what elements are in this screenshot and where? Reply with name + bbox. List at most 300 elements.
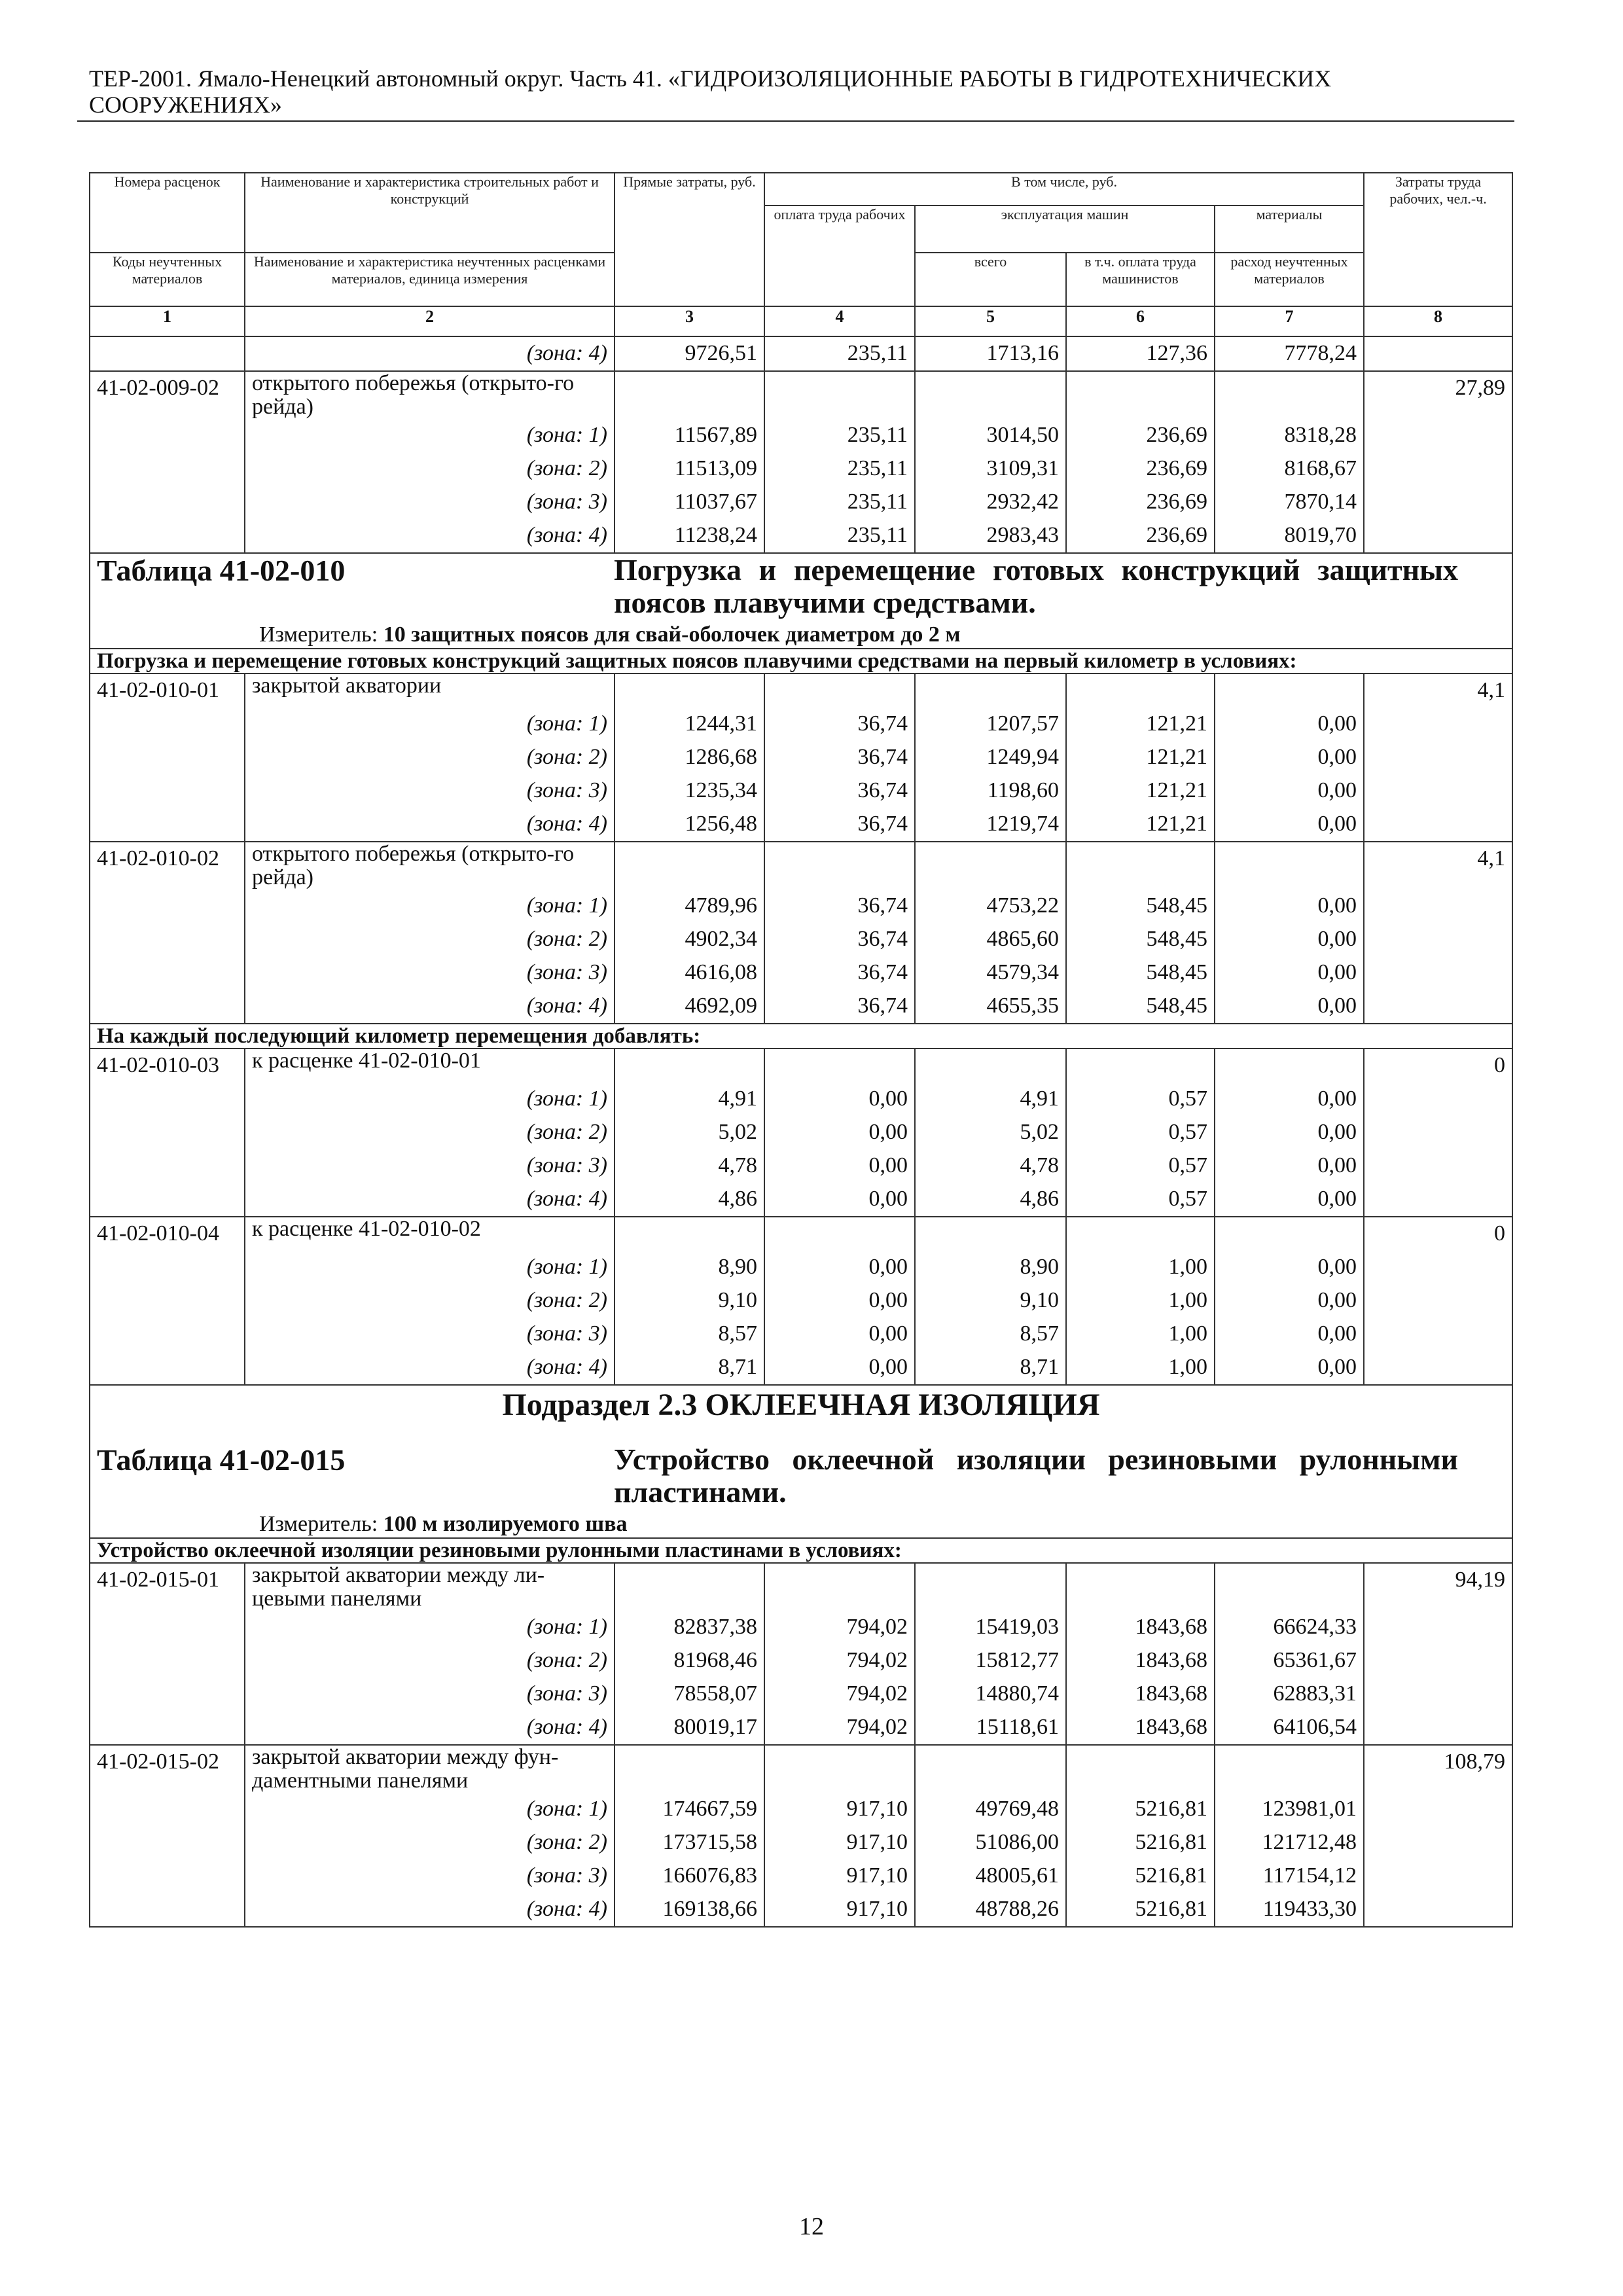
labor-cell [1364,741,1512,774]
machinist-pay-cell: 548,45 [1066,889,1215,923]
empty-cell [1066,673,1215,708]
zone-label-cell: (зона: 4) [245,1351,615,1385]
machines-total-cell: 1713,16 [915,336,1066,371]
zone-label-cell: (зона: 2) [245,1826,615,1859]
condition-text: На каждый последующий километр перемещения добавлять: [90,1024,1512,1049]
worker-pay-cell: 917,10 [764,1793,915,1826]
machinist-pay-cell: 0,57 [1066,1183,1215,1217]
empty-cell [615,1563,764,1611]
labor-cell [1364,1284,1512,1318]
direct-costs-cell: 9,10 [615,1284,764,1318]
table-015-heading [90,1385,1512,1538]
page-number: 12 [799,2213,824,2240]
machines-total-cell: 8,71 [915,1351,1066,1385]
empty-cell [764,842,915,889]
direct-costs-cell: 1286,68 [615,741,764,774]
machinist-pay-cell: 121,21 [1066,741,1215,774]
empty-cell [915,1563,1066,1611]
zone-label-cell: (зона: 2) [245,741,615,774]
machinist-pay-cell: 5216,81 [1066,1793,1215,1826]
rate-code-cell [90,486,245,519]
empty-cell [615,842,764,889]
page-header: ТЕР-2001. Ямало-Ненецкий автономный округ. Часть 41. «ГИДРОИЗОЛЯЦИОННЫЕ РАБОТЫ В ГИДРОТЕХНИЧЕСКИХ СООРУЖЕНИЯХ» [89,65,1332,118]
condition-text: Погрузка и перемещение готовых конструкций защитных поясов плавучими средствами на первый километр в условиях: [90,649,1512,673]
materials-cell: 121712,48 [1215,1826,1364,1859]
zone-label-cell: (зона: 1) [245,1793,615,1826]
header-work-name: Наименование и характеристика строительных работ и конструкций [245,173,615,253]
work-name-cell: к расценке 41-02-010-01 [245,1049,615,1083]
materials-cell: 62883,31 [1215,1677,1364,1711]
materials-cell: 0,00 [1215,889,1364,923]
worker-pay-cell: 0,00 [764,1149,915,1183]
header-rule [77,120,1514,122]
header-material-codes: Коды неучтенных материалов [90,253,245,306]
direct-costs-cell: 8,71 [615,1351,764,1385]
machinist-pay-cell: 548,45 [1066,923,1215,956]
materials-cell: 123981,01 [1215,1793,1364,1826]
direct-costs-cell: 81968,46 [615,1644,764,1677]
materials-cell: 0,00 [1215,1083,1364,1116]
zone-label-cell: (зона: 2) [245,452,615,486]
empty-cell [915,1049,1066,1083]
zone-label-cell: (зона: 2) [245,1644,615,1677]
column-number: 3 [615,306,764,336]
work-name-cell: открытого побережья (открыто-го рейда) [245,842,615,889]
labor-cell: 108,79 [1364,1745,1512,1793]
zone-label-cell: (зона: 4) [245,1893,615,1927]
worker-pay-cell: 917,10 [764,1893,915,1927]
column-number: 1 [90,306,245,336]
table-row [90,1793,1512,1826]
materials-cell: 0,00 [1215,1284,1364,1318]
table-row [90,1611,1512,1644]
empty-cell [1215,1563,1364,1611]
empty-cell [915,371,1066,419]
unit-value: 10 защитных поясов для свай-оболочек диаметром до 2 м [383,622,961,647]
rate-code-cell [90,1116,245,1149]
labor-cell: 4,1 [1364,842,1512,889]
table-row [90,1745,1512,1793]
header-material-usage: расход неучтенных материалов [1215,253,1364,306]
zone-label-cell: (зона: 4) [245,808,615,842]
machines-total-cell: 4,91 [915,1083,1066,1116]
machinist-pay-cell: 236,69 [1066,452,1215,486]
table-row [90,990,1512,1024]
machinist-pay-cell: 5216,81 [1066,1859,1215,1893]
worker-pay-cell: 0,00 [764,1183,915,1217]
rate-code-cell [90,519,245,553]
machinist-pay-cell: 0,57 [1066,1149,1215,1183]
machinist-pay-cell: 1,00 [1066,1284,1215,1318]
column-number: 7 [1215,306,1364,336]
rate-code-cell [90,1893,245,1927]
machines-total-cell: 1249,94 [915,741,1066,774]
direct-costs-cell: 11037,67 [615,486,764,519]
machinist-pay-cell: 121,21 [1066,708,1215,741]
machines-total-cell: 3109,31 [915,452,1066,486]
table-row [90,1893,1512,1927]
zone-label-cell: (зона: 4) [245,990,615,1024]
worker-pay-cell: 36,74 [764,741,915,774]
rate-code-cell [90,889,245,923]
worker-pay-cell: 235,11 [764,419,915,452]
labor-cell [1364,1677,1512,1711]
labor-cell [1364,774,1512,808]
labor-cell [1364,452,1512,486]
empty-cell [764,1049,915,1083]
direct-costs-cell: 8,90 [615,1251,764,1284]
empty-cell [1215,1217,1364,1251]
labor-cell [1364,336,1512,371]
labor-cell [1364,1116,1512,1149]
direct-costs-cell: 78558,07 [615,1677,764,1711]
rate-code-cell: 41-02-015-02 [90,1745,245,1793]
table-row [90,371,1512,419]
table-row [90,1859,1512,1893]
machines-total-cell: 4655,35 [915,990,1066,1024]
machines-total-cell: 4,78 [915,1149,1066,1183]
materials-cell: 0,00 [1215,1116,1364,1149]
machinist-pay-cell: 1843,68 [1066,1711,1215,1745]
zone-label-cell: (зона: 2) [245,923,615,956]
machinist-pay-cell: 236,69 [1066,486,1215,519]
header-machines-total: всего [915,253,1066,306]
table-row [90,673,1512,708]
machines-total-cell: 15118,61 [915,1711,1066,1745]
rate-code-cell [90,774,245,808]
machines-total-cell: 5,02 [915,1116,1066,1149]
work-name-cell: открытого побережья (открыто-го рейда) [245,371,615,419]
rate-code-cell [90,990,245,1024]
worker-pay-cell: 36,74 [764,808,915,842]
labor-cell: 27,89 [1364,371,1512,419]
rate-code-cell: 41-02-010-01 [90,673,245,708]
worker-pay-cell: 0,00 [764,1318,915,1351]
labor-cell [1364,1859,1512,1893]
rate-code-cell [90,1183,245,1217]
labor-cell [1364,519,1512,553]
table-015-condition [90,1538,1512,1563]
zone-label-cell: (зона: 1) [245,1251,615,1284]
zone-label-cell: (зона: 3) [245,1149,615,1183]
empty-cell [1066,1745,1215,1793]
header-labor-costs: Затраты труда рабочих, чел.-ч. [1364,173,1512,306]
direct-costs-cell: 4,78 [615,1149,764,1183]
table-010-condition-2 [90,1024,1512,1049]
machines-total-cell: 48005,61 [915,1859,1066,1893]
materials-cell: 7778,24 [1215,336,1364,371]
condition-text: Устройство оклеечной изоляции резиновыми рулонными пластинами в условиях: [90,1538,1512,1563]
machines-total-cell: 15812,77 [915,1644,1066,1677]
rate-code-cell [90,1351,245,1385]
worker-pay-cell: 794,02 [764,1711,915,1745]
direct-costs-cell: 8,57 [615,1318,764,1351]
zone-label-cell: (зона: 3) [245,956,615,990]
machinist-pay-cell: 5216,81 [1066,1826,1215,1859]
machinist-pay-cell: 1,00 [1066,1351,1215,1385]
materials-cell: 66624,33 [1215,1611,1364,1644]
worker-pay-cell: 794,02 [764,1677,915,1711]
rate-code-cell [90,741,245,774]
empty-cell [1215,1049,1364,1083]
machinist-pay-cell: 236,69 [1066,419,1215,452]
zone-label-cell: (зона: 3) [245,1677,615,1711]
rate-code-cell: 41-02-010-02 [90,842,245,889]
machines-total-cell: 2983,43 [915,519,1066,553]
machines-total-cell: 51086,00 [915,1826,1066,1859]
materials-cell: 0,00 [1215,741,1364,774]
empty-cell [915,1745,1066,1793]
materials-cell: 0,00 [1215,808,1364,842]
labor-cell [1364,1149,1512,1183]
table-row [90,1217,1512,1251]
labor-cell [1364,1793,1512,1826]
empty-cell [915,842,1066,889]
table-row [90,1644,1512,1677]
column-number: 5 [915,306,1066,336]
empty-cell [764,1745,915,1793]
direct-costs-cell: 82837,38 [615,1611,764,1644]
table-row [90,1049,1512,1083]
machinist-pay-cell: 1843,68 [1066,1677,1215,1711]
machinist-pay-cell: 1843,68 [1066,1611,1215,1644]
worker-pay-cell: 235,11 [764,452,915,486]
direct-costs-cell: 4616,08 [615,956,764,990]
machinist-pay-cell: 121,21 [1066,808,1215,842]
machines-total-cell: 4753,22 [915,889,1066,923]
labor-cell [1364,1711,1512,1745]
empty-cell [615,1049,764,1083]
table-row [90,336,1512,371]
labor-cell [1364,1083,1512,1116]
worker-pay-cell: 917,10 [764,1826,915,1859]
labor-cell [1364,1826,1512,1859]
table-row [90,1284,1512,1318]
worker-pay-cell: 0,00 [764,1251,915,1284]
machines-total-cell: 2932,42 [915,486,1066,519]
direct-costs-cell: 4692,09 [615,990,764,1024]
table-010-condition [90,649,1512,673]
direct-costs-cell: 4,86 [615,1183,764,1217]
table-row [90,1826,1512,1859]
table-label: Таблица 41-02-015 [97,1443,346,1477]
worker-pay-cell: 794,02 [764,1644,915,1677]
table-title: Устройство оклеечной изоляции резиновыми рулонными пластинами. [614,1443,1458,1509]
labor-cell [1364,1644,1512,1677]
worker-pay-cell: 0,00 [764,1284,915,1318]
materials-cell: 8168,67 [1215,452,1364,486]
zone-label-cell: (зона: 4) [245,1711,615,1745]
worker-pay-cell: 36,74 [764,889,915,923]
table-row [90,1711,1512,1745]
header-material-names: Наименование и характеристика неучтенных расценками материалов, единица измерения [245,253,615,306]
materials-cell: 0,00 [1215,1318,1364,1351]
empty-cell [1215,371,1364,419]
empty-cell [1066,1217,1215,1251]
direct-costs-cell: 80019,17 [615,1711,764,1745]
empty-cell [615,673,764,708]
work-name-cell: закрытой акватории между ли-цевыми панелями [245,1563,615,1611]
empty-cell [615,371,764,419]
empty-cell [1066,1049,1215,1083]
column-number: 8 [1364,306,1512,336]
machinist-pay-cell: 121,21 [1066,774,1215,808]
rate-code-cell [90,1793,245,1826]
zone-label-cell: (зона: 4) [245,1183,615,1217]
table-row [90,808,1512,842]
header-worker-pay: оплата труда рабочих [764,206,915,306]
empty-cell [915,673,1066,708]
materials-cell: 0,00 [1215,774,1364,808]
rate-code-cell [90,1284,245,1318]
work-name-cell: закрытой акватории [245,673,615,708]
direct-costs-cell: 173715,58 [615,1826,764,1859]
worker-pay-cell: 0,00 [764,1116,915,1149]
column-number: 2 [245,306,615,336]
rate-code-cell: 41-02-015-01 [90,1563,245,1611]
rate-code-cell [90,1859,245,1893]
worker-pay-cell: 36,74 [764,990,915,1024]
column-number: 6 [1066,306,1215,336]
worker-pay-cell: 794,02 [764,1611,915,1644]
materials-cell: 0,00 [1215,923,1364,956]
labor-cell [1364,808,1512,842]
labor-cell: 0 [1364,1049,1512,1083]
machinist-pay-cell: 1843,68 [1066,1644,1215,1677]
labor-cell [1364,1893,1512,1927]
labor-cell [1364,1183,1512,1217]
rate-code-cell [90,1677,245,1711]
table-row [90,1183,1512,1217]
rate-code-cell [90,336,245,371]
rate-code-cell [90,1318,245,1351]
work-name-cell: к расценке 41-02-010-02 [245,1217,615,1251]
unit-prefix: Измеритель: [259,622,378,647]
materials-cell: 65361,67 [1215,1644,1364,1677]
rate-code-cell: 41-02-009-02 [90,371,245,419]
table-row [90,486,1512,519]
materials-cell: 0,00 [1215,990,1364,1024]
table-title: Погрузка и перемещение готовых конструкций защитных поясов плавучими средствами. [614,553,1458,619]
labor-cell [1364,708,1512,741]
direct-costs-cell: 4902,34 [615,923,764,956]
materials-cell: 8318,28 [1215,419,1364,452]
empty-cell [1066,1563,1215,1611]
direct-costs-cell: 9726,51 [615,336,764,371]
zone-label-cell: (зона: 3) [245,1859,615,1893]
machinist-pay-cell: 548,45 [1066,990,1215,1024]
rate-code-cell [90,1083,245,1116]
worker-pay-cell: 36,74 [764,774,915,808]
table-row [90,1149,1512,1183]
rate-code-cell [90,1826,245,1859]
table-row [90,519,1512,553]
labor-cell: 0 [1364,1217,1512,1251]
unit-line [259,1511,1505,1537]
table-row [90,774,1512,808]
direct-costs-cell: 1235,34 [615,774,764,808]
machines-total-cell: 1219,74 [915,808,1066,842]
worker-pay-cell: 917,10 [764,1859,915,1893]
labor-cell: 94,19 [1364,1563,1512,1611]
worker-pay-cell: 235,11 [764,336,915,371]
rate-code-cell [90,1644,245,1677]
table-row [90,889,1512,923]
direct-costs-cell: 11513,09 [615,452,764,486]
direct-costs-cell: 169138,66 [615,1893,764,1927]
zone-label-cell: (зона: 4) [245,519,615,553]
labor-cell [1364,956,1512,990]
table-label: Таблица 41-02-010 [97,554,346,587]
table-row [90,1083,1512,1116]
table-row [90,842,1512,889]
empty-cell [1066,371,1215,419]
worker-pay-cell: 0,00 [764,1083,915,1116]
table-row [90,923,1512,956]
machinist-pay-cell: 0,57 [1066,1083,1215,1116]
worker-pay-cell: 235,11 [764,519,915,553]
machines-total-cell: 8,90 [915,1251,1066,1284]
rate-code-cell [90,1251,245,1284]
unit-prefix: Измеритель: [259,1512,378,1536]
table-row [90,419,1512,452]
materials-cell: 0,00 [1215,1351,1364,1385]
rate-code-cell [90,808,245,842]
header-machines: эксплуатация машин [915,206,1215,253]
zone-label-cell: (зона: 1) [245,1083,615,1116]
machinist-pay-cell: 0,57 [1066,1116,1215,1149]
labor-cell [1364,923,1512,956]
labor-cell [1364,889,1512,923]
empty-cell [764,371,915,419]
empty-cell [1215,842,1364,889]
table-row [90,1251,1512,1284]
zone-label-cell: (зона: 1) [245,419,615,452]
table-row [90,1351,1512,1385]
labor-cell [1364,990,1512,1024]
direct-costs-cell: 5,02 [615,1116,764,1149]
header-machinist-pay: в т.ч. оплата труда машинистов [1066,253,1215,306]
labor-cell [1364,1251,1512,1284]
materials-cell: 8019,70 [1215,519,1364,553]
zone-label-cell: (зона: 4) [245,336,615,371]
empty-cell [1215,673,1364,708]
table-row [90,956,1512,990]
empty-cell [615,1217,764,1251]
materials-cell: 7870,14 [1215,486,1364,519]
table-row [90,1563,1512,1611]
zone-label-cell: (зона: 3) [245,486,615,519]
labor-cell [1364,1611,1512,1644]
materials-cell: 0,00 [1215,1149,1364,1183]
direct-costs-cell: 166076,83 [615,1859,764,1893]
machines-total-cell: 8,57 [915,1318,1066,1351]
worker-pay-cell: 0,00 [764,1351,915,1385]
machines-total-cell: 48788,26 [915,1893,1066,1927]
unit-value: 100 м изолируемого шва [383,1512,628,1536]
machinist-pay-cell: 1,00 [1066,1251,1215,1284]
header-materials: материалы [1215,206,1364,253]
materials-cell: 117154,12 [1215,1859,1364,1893]
machinist-pay-cell: 5216,81 [1066,1893,1215,1927]
rate-code-cell [90,1149,245,1183]
empty-cell [1215,1745,1364,1793]
worker-pay-cell: 36,74 [764,708,915,741]
worker-pay-cell: 235,11 [764,486,915,519]
machines-total-cell: 1207,57 [915,708,1066,741]
labor-cell [1364,486,1512,519]
unit-line [259,622,1505,648]
